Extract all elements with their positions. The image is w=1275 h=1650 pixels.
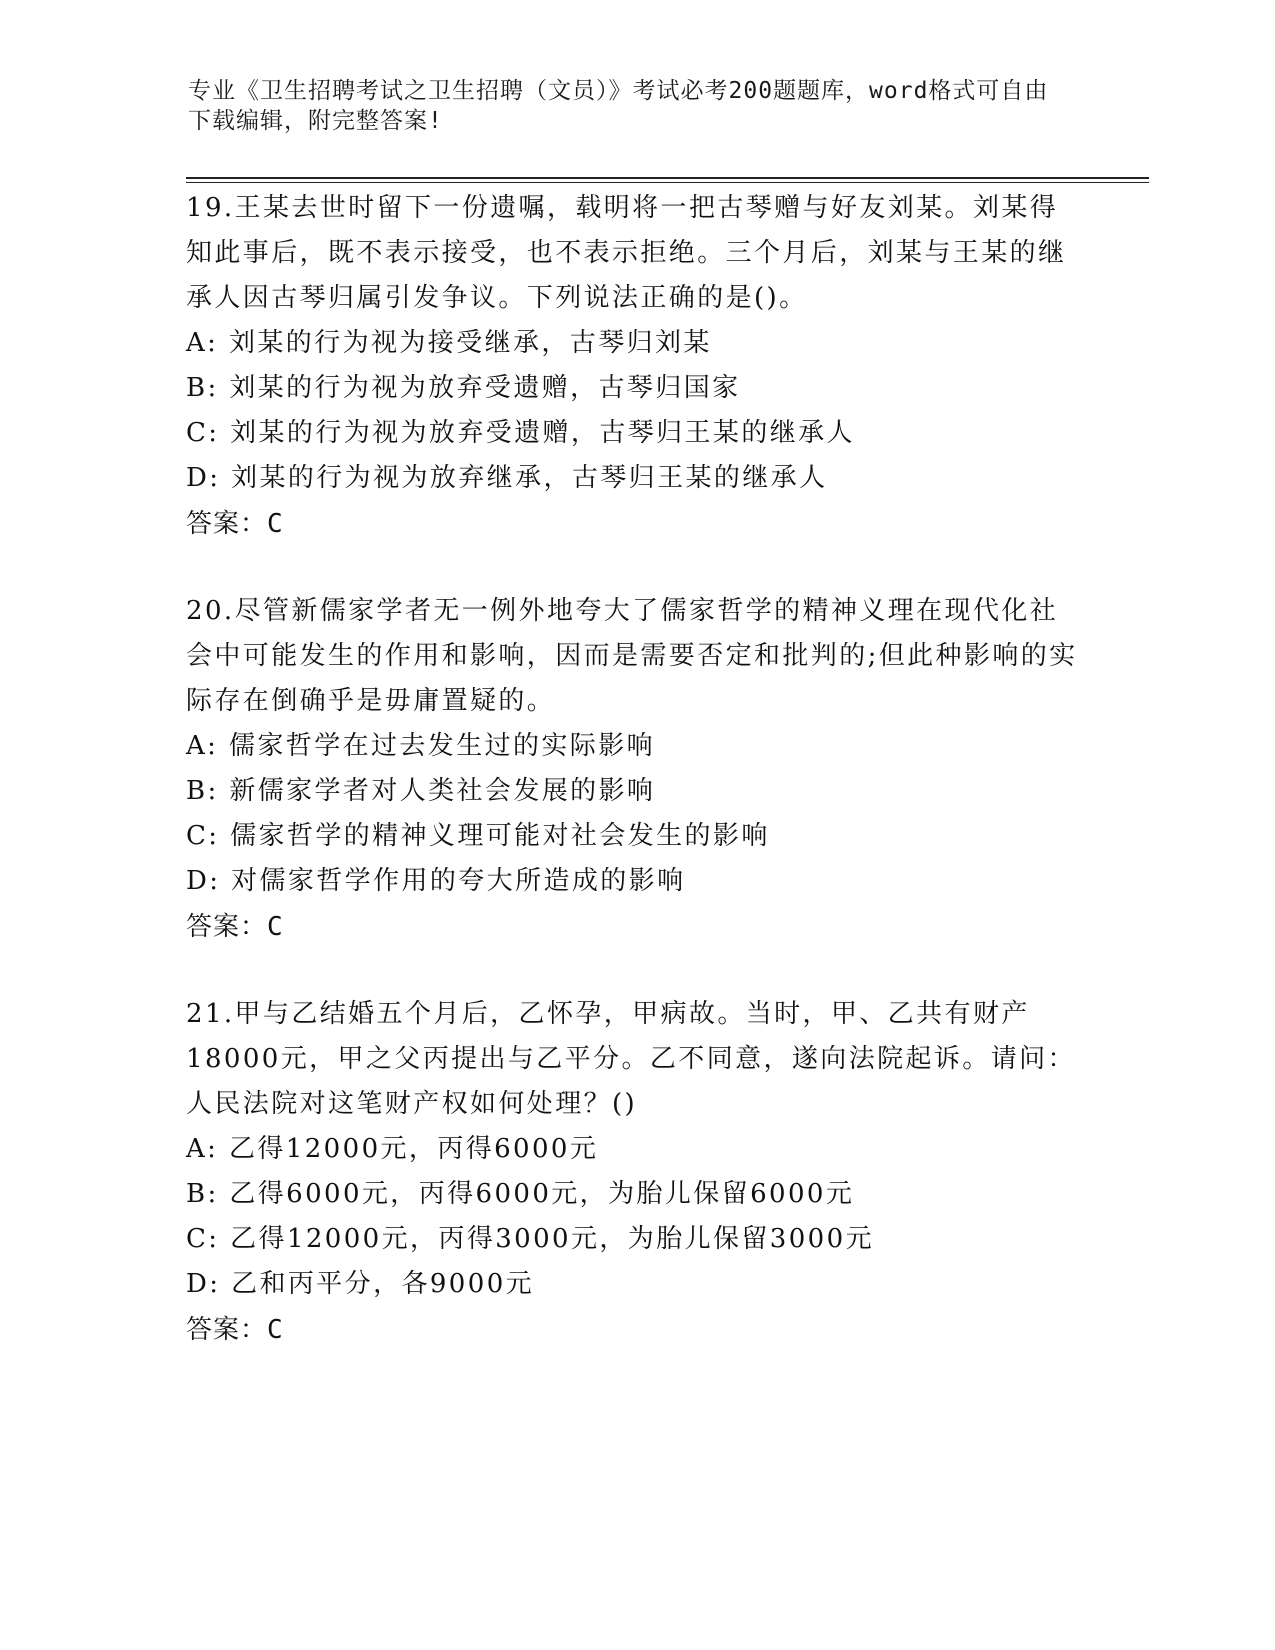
answer: 答案：C: [186, 1315, 284, 1345]
option-b: B: 新儒家学者对人类社会发展的影响: [186, 776, 656, 806]
option-c: C: 儒家哲学的精神义理可能对社会发生的影响: [186, 821, 770, 851]
question-20: [186, 589, 1086, 950]
question-21: [186, 992, 1086, 1353]
question-stem: 19.王某去世时留下一份遗嘱，载明将一把古琴赠与好友刘某。刘某得知此事后，既不表示接受，也不表示拒绝。三个月后，刘某与王某的继承人因古琴归属引发争议。下列说法正确的是()。: [186, 193, 1067, 313]
option-a: A: 乙得12000元，丙得6000元: [186, 1134, 599, 1164]
option-c: C: 刘某的行为视为放弃受遗赠，古琴归王某的继承人: [186, 418, 855, 448]
question-stem: 20.尽管新儒家学者无一例外地夸大了儒家哲学的精神义理在现代化社会中可能发生的作用和影响，因而是需要否定和批判的;但此种影响的实际存在倒确乎是毋庸置疑的。: [186, 596, 1078, 716]
option-a: A: 儒家哲学在过去发生过的实际影响: [186, 731, 656, 761]
option-d: D: 刘某的行为视为放弃继承，古琴归王某的继承人: [186, 463, 828, 493]
answer: 答案：C: [186, 912, 284, 942]
option-a: A: 刘某的行为视为接受继承，古琴归刘某: [186, 328, 712, 358]
header-divider-thick: [186, 177, 1149, 179]
document-header: 专业《卫生招聘考试之卫生招聘（文员）》考试必考200题题库，word格式可自由下载编辑，附完整答案!: [188, 78, 1049, 134]
header-divider-thin: [186, 182, 1149, 183]
question-stem: 21.甲与乙结婚五个月后，乙怀孕，甲病故。当时，甲、乙共有财产18000元，甲之父丙提出与乙平分。乙不同意，遂向法院起诉。请问：人民法院对这笔财产权如何处理？(): [186, 999, 1076, 1119]
option-d: D: 对儒家哲学作用的夸大所造成的影响: [186, 866, 686, 896]
question-19: [186, 186, 1086, 547]
option-b: B: 乙得6000元，丙得6000元，为胎儿保留6000元: [186, 1179, 855, 1209]
answer: 答案：C: [186, 509, 284, 539]
option-b: B: 刘某的行为视为放弃受遗赠，古琴归国家: [186, 373, 741, 403]
option-c: C: 乙得12000元，丙得3000元，为胎儿保留3000元: [186, 1224, 874, 1254]
option-d: D: 乙和丙平分，各9000元: [186, 1269, 535, 1299]
